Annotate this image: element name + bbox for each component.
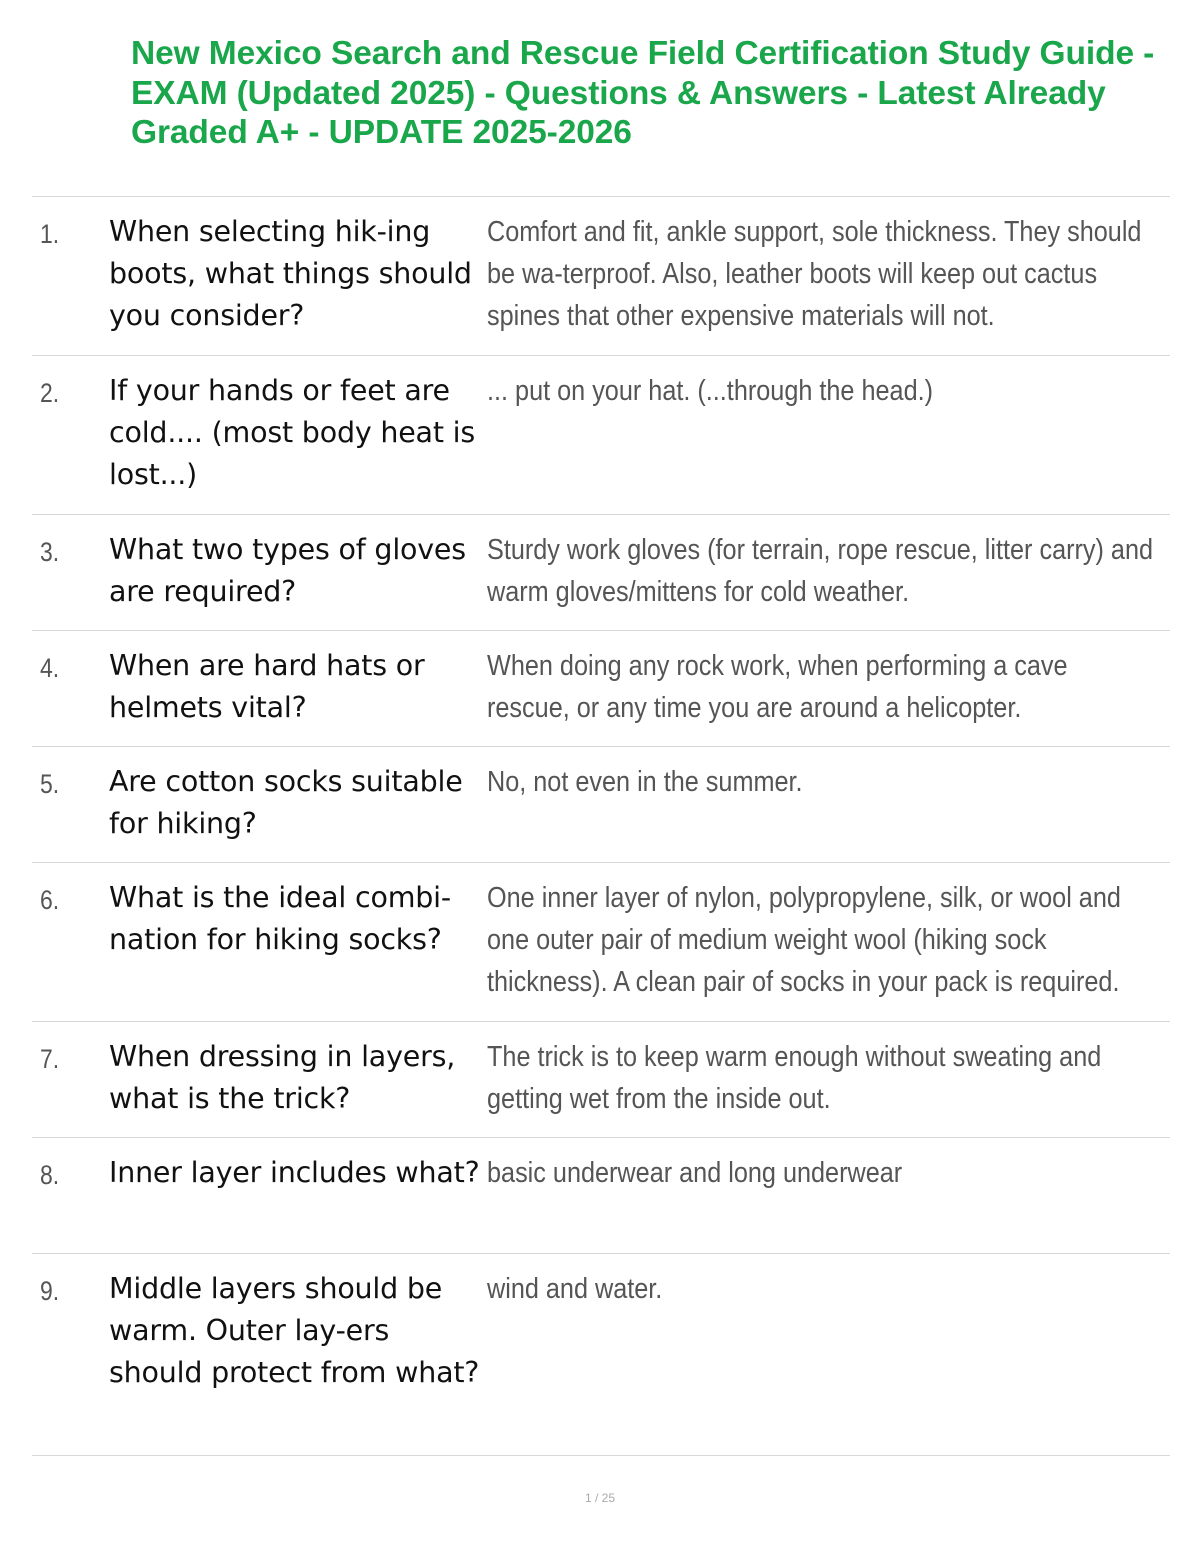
question-text: When selecting hik-ing boots, what things should you consider?	[109, 215, 472, 332]
question-number: 8.	[40, 1160, 60, 1190]
question-text: When are hard hats or helmets vital?	[109, 649, 425, 724]
answer-text: The trick is to keep warm enough without sweating and getting wet from the inside out.	[487, 1041, 1102, 1115]
answer-text: ... put on your hat. (...through the head.)	[487, 375, 934, 407]
question-number: 6.	[40, 885, 60, 915]
question-number: 7.	[40, 1044, 60, 1074]
page-title: New Mexico Search and Rescue Field Certification Study Guide - EXAM (Updated 2025) - Questions & Answers - Latest Already Graded A+ - UPDATE 2025-2026	[131, 35, 1155, 151]
answer-text: One inner layer of nylon, polypropylene, silk, or wool and one outer pair of medium weight wool (hiking sock thickness). A clean pair of socks in your pack is required.	[487, 882, 1121, 998]
qa-row	[32, 863, 1170, 1022]
question-text: Middle layers should be warm. Outer lay-ers should protect from what?	[109, 1272, 480, 1389]
question-number: 4.	[40, 653, 60, 683]
question-number: 1.	[40, 219, 60, 249]
question-number: 3.	[40, 537, 60, 567]
answer-text: When doing any rock work, when performing a cave rescue, or any time you are around a helicopter.	[487, 650, 1068, 724]
qa-row	[32, 1254, 1170, 1456]
answer-text: Comfort and fit, ankle support, sole thickness. They should be wa-terproof. Also, leather boots will keep out cactus spines that other expensive materials will not.	[487, 216, 1142, 332]
qa-row	[32, 631, 1170, 747]
question-number: 2.	[40, 378, 60, 408]
question-text: When dressing in layers, what is the trick?	[109, 1040, 456, 1115]
answer-text: Sturdy work gloves (for terrain, rope rescue, litter carry) and warm gloves/mittens for cold weather.	[487, 534, 1154, 608]
question-text: If your hands or feet are cold.... (most body heat is lost...)	[109, 374, 476, 491]
qa-list	[32, 196, 1170, 1456]
qa-row	[32, 515, 1170, 631]
question-text: Inner layer includes what?	[109, 1156, 480, 1189]
question-number: 5.	[40, 769, 60, 799]
question-text: What two types of gloves are required?	[109, 533, 466, 608]
qa-row	[32, 1138, 1170, 1254]
question-number: 9.	[40, 1276, 60, 1306]
question-text: What is the ideal combi-nation for hiking socks?	[109, 881, 451, 956]
qa-row	[32, 1022, 1170, 1138]
page-indicator: 1 / 25	[584, 1491, 616, 1505]
question-text: Are cotton socks suitable for hiking?	[109, 765, 463, 840]
qa-row	[32, 197, 1170, 356]
qa-row	[32, 747, 1170, 863]
answer-text: No, not even in the summer.	[487, 766, 803, 798]
answer-text: basic underwear and long underwear	[487, 1157, 903, 1189]
qa-row	[32, 356, 1170, 515]
answer-text: wind and water.	[487, 1273, 663, 1305]
